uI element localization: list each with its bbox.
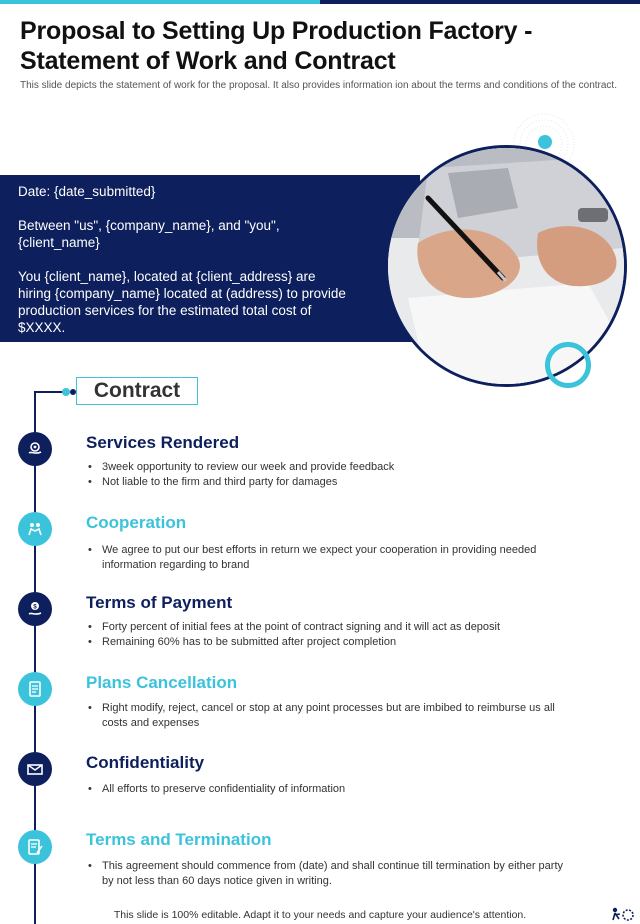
timeline-connector bbox=[34, 391, 64, 393]
section-title-plans-cancellation: Plans Cancellation bbox=[86, 673, 238, 692]
list-item: • All efforts to preserve confidentiality of information bbox=[86, 782, 566, 797]
signing-photo bbox=[385, 145, 627, 387]
intro-panel bbox=[0, 175, 420, 342]
top-accent-bar-navy bbox=[320, 0, 640, 4]
page-title bbox=[20, 16, 620, 76]
section-bullets-cooperation bbox=[86, 543, 566, 572]
list-item: • Not liable to the firm and third party for damages bbox=[86, 475, 566, 490]
confidential-envelope-icon bbox=[18, 752, 52, 786]
intro-between: Between "us", {company_name}, and "you", {client_name} bbox=[18, 218, 280, 250]
top-accent-bar-cyan bbox=[0, 0, 320, 4]
list-item: • 3week opportunity to review our week and provide feedback bbox=[86, 460, 566, 475]
section-bullets-plans-cancellation bbox=[86, 701, 566, 730]
timeline-dot-cyan bbox=[62, 388, 70, 396]
document-cancel-icon bbox=[18, 672, 52, 706]
section-title-terms-and-termination: Terms and Termination bbox=[86, 830, 272, 849]
section-title-cooperation: Cooperation bbox=[86, 513, 187, 532]
list-item: • We agree to put our best efforts in return we expect your cooperation in providing needed information regarding to brand bbox=[86, 543, 566, 572]
list-item: • This agreement should commence from (date) and shall continue till termination by either party by not less than 60 days notice given in writing. bbox=[86, 859, 566, 888]
section-title-services-rendered: Services Rendered bbox=[86, 433, 240, 452]
brand-logo-icon bbox=[610, 906, 636, 922]
section-bullets-terms-of-payment bbox=[86, 620, 566, 649]
contract-heading: Contract bbox=[76, 377, 198, 405]
document-pen-icon bbox=[18, 830, 52, 864]
footer-note: This slide is 100% editable. Adapt it to your needs and capture your audience's attention. bbox=[113, 909, 527, 921]
dollar-hand-icon bbox=[18, 592, 52, 626]
section-title-confidentiality: Confidentiality bbox=[86, 753, 205, 772]
section-bullets-confidentiality bbox=[86, 782, 566, 797]
people-cooperation-icon bbox=[18, 512, 52, 546]
list-item: • Remaining 60% has to be submitted after project completion bbox=[86, 635, 566, 650]
list-item: • Right modify, reject, cancel or stop at any point processes but are imbibed to reimburse us all costs and expenses bbox=[86, 701, 566, 730]
page-title-line-1: Proposal to Setting Up Production Factory - bbox=[20, 17, 533, 45]
page-title-line-2: Statement of Work and Contract bbox=[20, 47, 396, 75]
intro-hiring: You {client_name}, located at {client_address} are hiring {company_name} located at (address) to provide production services for the estimated total cost of $XXXX. bbox=[18, 269, 346, 335]
intro-date: Date: {date_submitted} bbox=[18, 184, 156, 199]
section-bullets-services-rendered bbox=[86, 460, 566, 489]
page-subtitle: This slide depicts the statement of work for the proposal. It also provides information ion about the terms and conditions of the contract. bbox=[20, 80, 617, 91]
section-bullets-terms-and-termination bbox=[86, 859, 566, 888]
hand-gear-icon bbox=[18, 432, 52, 466]
section-title-terms-of-payment: Terms of Payment bbox=[86, 593, 233, 612]
decorative-ring bbox=[545, 342, 591, 388]
decorative-dot bbox=[538, 135, 552, 149]
list-item: • Forty percent of initial fees at the point of contract signing and it will act as deposit bbox=[86, 620, 566, 635]
signing-photo-illustration bbox=[388, 148, 624, 384]
svg-text:$: $ bbox=[33, 604, 37, 611]
